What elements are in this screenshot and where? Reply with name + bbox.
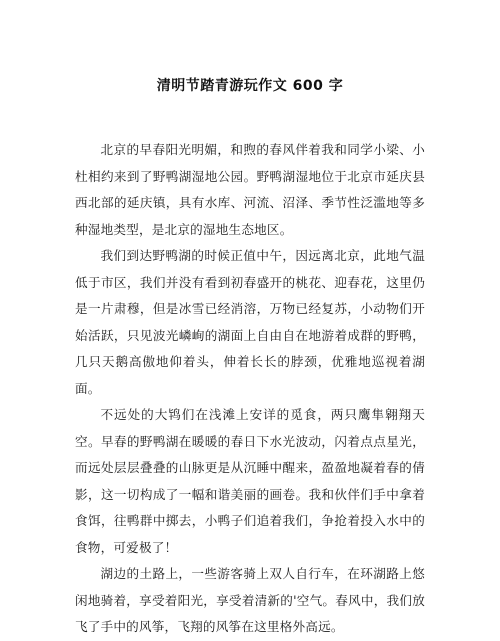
document-title: 清明节踏青游玩作文 600 字 bbox=[156, 78, 344, 94]
paragraph: 北京的早春阳光明媚，和煦的春风伴着我和同学小梁、小杜相约来到了野鸭湖湿地公园。野鸭湖湿地位于北京市延庆县西北部的延庆镇，具有水库、河流、沼泽、季节性泛滥地等多种湿地类型，是北京的湿地生态地区。 bbox=[75, 142, 425, 237]
document-body bbox=[75, 137, 425, 641]
paragraph: 不远处的大鸨们在浅滩上安详的觅食，两只鹰隼翱翔天空。早春的野鸭湖在暖暖的春日下水光波动，闪着点点星光，而远处层层叠叠的山脉更是从沉睡中醒来，盈盈地凝着春的倩影，这一切构成了一幅和谐美丽的画卷。我和伙伴们手中拿着食饵，往鸭群中掷去，小鸭子们追着我们，争抢着投入水中的食物，可爱极了！ bbox=[75, 407, 425, 555]
paragraph: 湖边的土路上，一些游客骑上双人自行车，在环湖路上悠闲地骑着，享受着阳光，享受着清新的'空气。春风中，我们放飞了手中的风筝，飞翔的风筝在这里格外高远。 bbox=[75, 566, 425, 634]
paragraph: 我们到达野鸭湖的时候正值中午，因远离北京，此地气温低于市区，我们并没有看到初春盛开的桃花、迎春花，这里仍是一片肃穆，但是冰雪已经消溶，万物已经复苏，小动物们开始活跃，只见波光嶙峋的湖面上自由自在地游着成群的野鸭，几只天鹅高傲地仰着头，伸着长长的脖颈，优雅地巡视着湖面。 bbox=[75, 248, 425, 396]
